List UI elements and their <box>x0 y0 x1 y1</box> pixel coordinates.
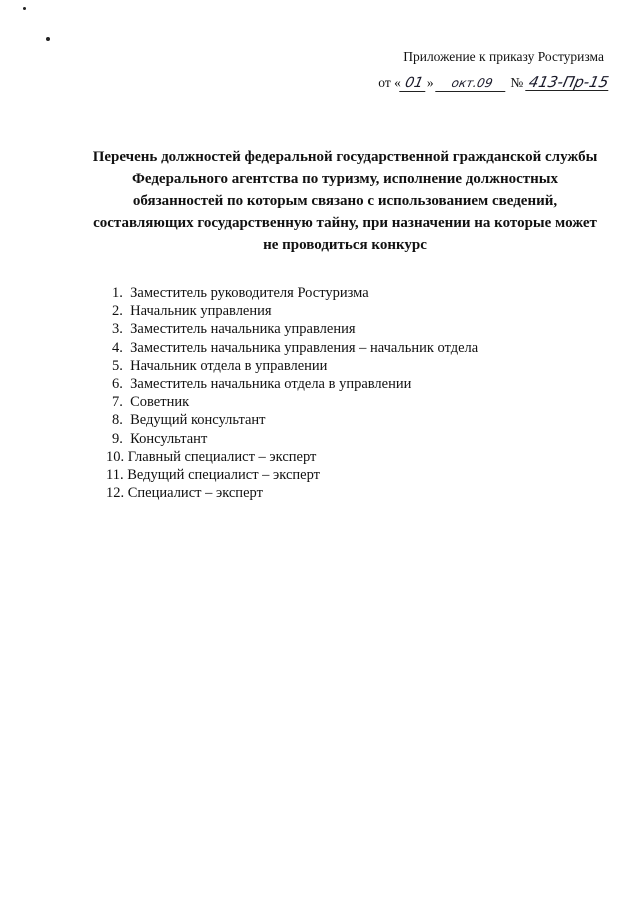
item-number: 2. <box>112 303 123 320</box>
item-text: Заместитель начальника отдела в управлении <box>130 376 412 393</box>
handwritten-month-year: окт.09 <box>435 75 509 92</box>
item-number: 4. <box>112 339 123 356</box>
scan-speck <box>23 7 26 10</box>
handwritten-day: 01 <box>399 75 429 92</box>
item-number: 11. <box>106 467 124 484</box>
list-item <box>106 448 572 466</box>
item-text: Заместитель начальника управления – начальник отдела <box>130 339 479 356</box>
list-item <box>106 466 572 484</box>
list-item <box>112 284 572 302</box>
item-text: Главный специалист – эксперт <box>127 448 317 465</box>
item-number: 6. <box>112 376 123 393</box>
appendix-label: Приложение к приказу Ростуризма <box>403 49 604 64</box>
item-number: 5. <box>112 357 123 374</box>
item-number: 12. <box>106 485 125 502</box>
title-line: составляющих государственную тайну, при назначении на которые может <box>93 215 597 231</box>
item-text: Заместитель начальника управления <box>130 321 356 338</box>
title-line: Перечень должностей федеральной государственной гражданской службы <box>92 149 598 165</box>
list-item <box>112 302 572 320</box>
item-number: 8. <box>112 412 123 429</box>
list-item <box>112 375 572 393</box>
list-item <box>112 339 572 357</box>
item-number: 10. <box>106 448 125 465</box>
item-text: Начальник отдела в управлении <box>130 357 328 374</box>
item-number: 7. <box>112 394 123 411</box>
item-text: Ведущий специалист – эксперт <box>127 467 320 484</box>
list-item <box>106 484 572 502</box>
item-number: 1. <box>112 285 123 301</box>
order-date-number <box>300 72 610 94</box>
order-date-close: » <box>426 75 434 90</box>
item-text: Консультант <box>130 430 208 447</box>
item-text: Специалист – эксперт <box>127 485 263 502</box>
item-text: Заместитель руководителя Ростуризма <box>130 285 369 301</box>
item-number: 9. <box>112 430 123 447</box>
list-item <box>112 357 572 375</box>
order-reference <box>300 48 610 94</box>
list-item <box>112 411 572 429</box>
handwritten-order-number: 413-Пр-15 <box>526 73 611 91</box>
item-text: Начальник управления <box>130 303 272 320</box>
item-number: 3. <box>112 321 123 338</box>
title-line: не проводиться конкурс <box>263 237 427 253</box>
list-item <box>112 320 572 338</box>
document-title <box>80 146 610 256</box>
order-number-label: № <box>510 75 524 90</box>
positions-list <box>106 284 572 502</box>
title-line: Федерального агентства по туризму, исполнение должностных <box>131 171 559 187</box>
item-text: Ведущий консультант <box>130 412 266 429</box>
scan-speck <box>46 37 50 41</box>
list-item <box>112 393 572 411</box>
item-text: Советник <box>130 394 190 411</box>
list-item <box>112 430 572 448</box>
title-line: обязанностей по которым связано с использованием сведений, <box>132 193 558 209</box>
order-date-prefix: от « <box>378 75 401 90</box>
